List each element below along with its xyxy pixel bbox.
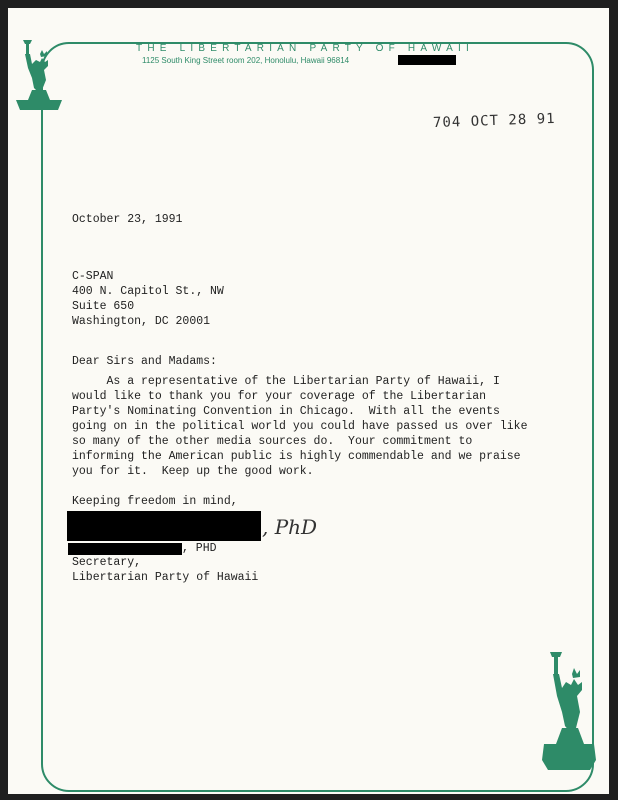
redaction-bar bbox=[398, 55, 456, 65]
redacted-signer-name bbox=[68, 543, 182, 555]
body-line: you for it. Keep up the good work. bbox=[72, 465, 314, 478]
statue-of-liberty-icon bbox=[538, 652, 598, 772]
letterhead-address: 1125 South King Street room 202, Honolulu, Hawaii 96814 bbox=[142, 56, 350, 65]
body-line: going on in the political world you could have passed us over like bbox=[72, 420, 528, 433]
body-line: As a representative of the Libertarian Party of Hawaii, I bbox=[72, 375, 500, 388]
signer-title: Secretary, bbox=[72, 556, 142, 569]
body-line: informing the American public is highly commendable and we praise bbox=[72, 450, 521, 463]
body-line: Party's Nominating Convention in Chicago. With all the events bbox=[72, 405, 500, 418]
closing: Keeping freedom in mind, bbox=[72, 495, 238, 508]
letterhead-title: THE LIBERTARIAN PARTY OF HAWAII bbox=[136, 43, 474, 54]
signer-organization: Libertarian Party of Hawaii bbox=[72, 571, 259, 584]
recipient-line-3: Suite 650 bbox=[72, 300, 135, 313]
salutation: Dear Sirs and Madams: bbox=[72, 355, 217, 368]
received-date-stamp: 704 OCT 28 91 bbox=[432, 110, 556, 132]
redacted-signature bbox=[67, 511, 261, 541]
body-line: so many of the other media sources do. Your commitment to bbox=[72, 435, 473, 448]
recipient-line-1: C-SPAN bbox=[72, 270, 114, 283]
recipient-line-2: 400 N. Capitol St., NW bbox=[72, 285, 224, 298]
letter-date: October 23, 1991 bbox=[72, 213, 183, 226]
signer-suffix: , PHD bbox=[182, 542, 217, 555]
body-line: would like to thank you for your coverage of the Libertarian bbox=[72, 390, 487, 403]
recipient-line-4: Washington, DC 20001 bbox=[72, 315, 211, 328]
statue-of-liberty-icon bbox=[12, 40, 64, 112]
signature-suffix: , PhD bbox=[262, 515, 318, 539]
